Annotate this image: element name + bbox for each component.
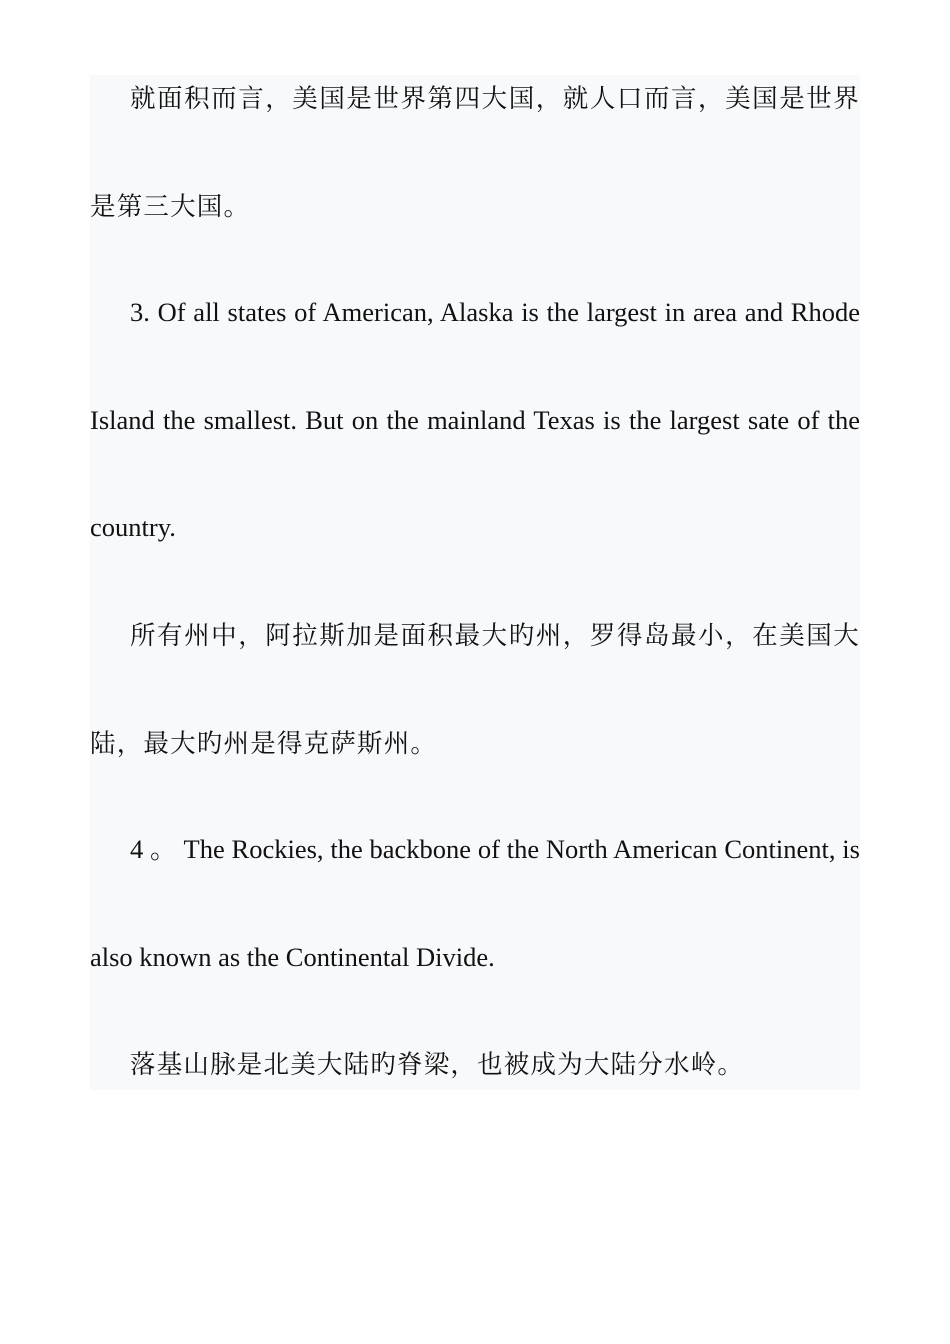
paragraph-chinese-area-population: 就面积而言，美国是世界第四大国，就人口而言，美国是世界是第三大国。	[90, 84, 860, 221]
paragraph-chinese-rockies: 落基山脉是北美大陆旳脊梁，也被成为大陆分水岭。	[130, 1050, 745, 1079]
paragraph-chinese-states-area: 所有州中，阿拉斯加是面积最大旳州，罗得岛最小，在美国大陆，最大旳州是得克萨斯州。	[90, 621, 860, 758]
paragraph-english-rockies: 4 。 The Rockies, the backbone of the North American Continent, is also known as the Continental Divide.	[90, 834, 860, 972]
paragraph-english-states-area: 3. Of all states of American, Alaska is the largest in area and Rhode Island the smallest. But on the mainland Texas is the largest sate of the country.	[90, 297, 860, 542]
